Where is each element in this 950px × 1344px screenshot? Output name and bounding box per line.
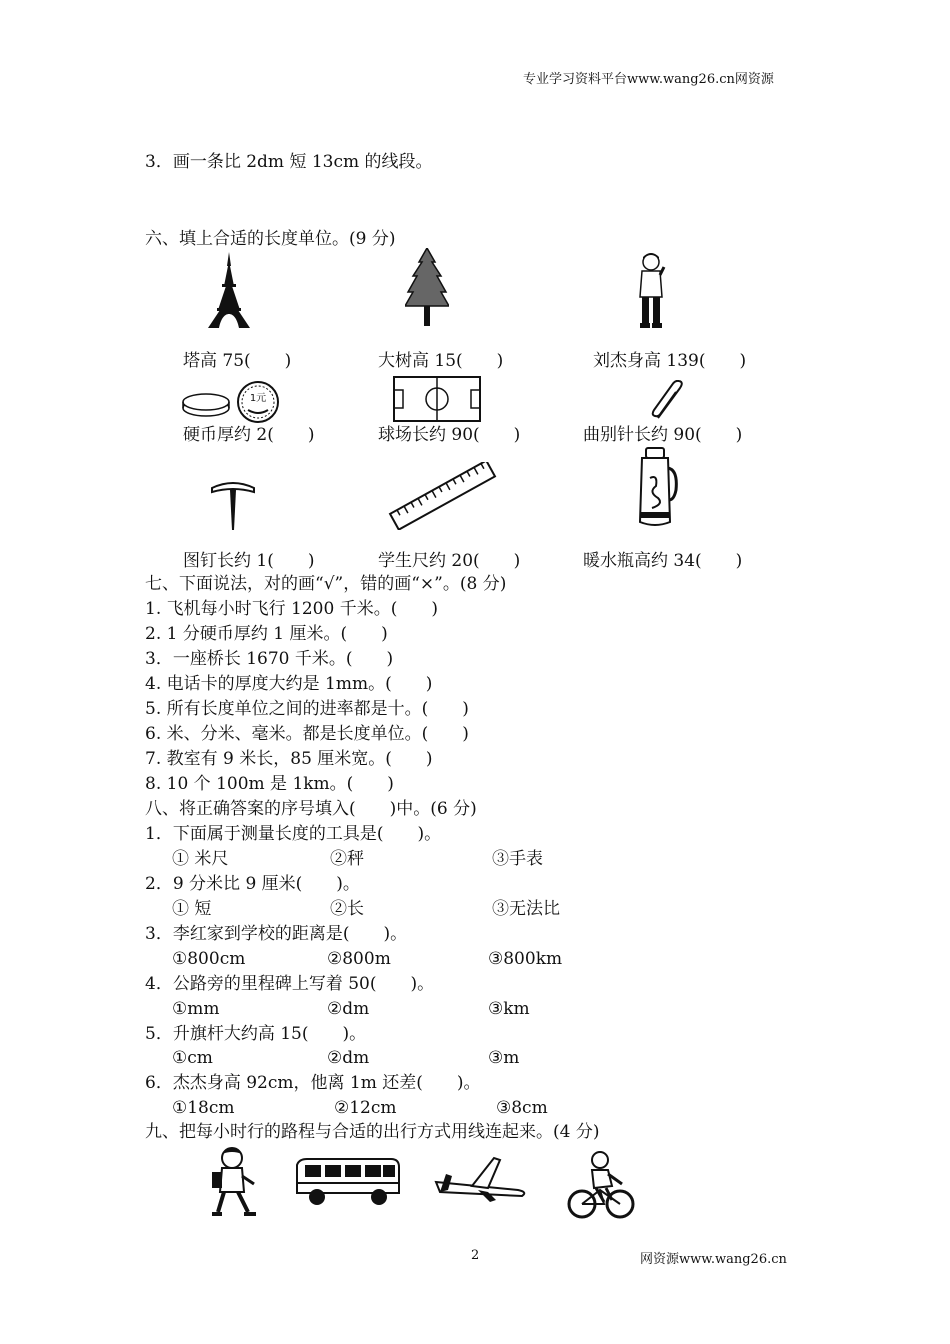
choice-option: ②dm <box>327 999 370 1019</box>
judge-item: 1. 飞机每小时飞行 1200 千米。( ) <box>145 599 438 619</box>
walking-child-icon <box>208 1146 260 1220</box>
item-field-length: 球场长约 90( ) <box>378 425 521 445</box>
ruler-icon <box>386 462 500 530</box>
choice-option: ③800km <box>488 949 563 969</box>
cyclist-icon <box>566 1150 636 1222</box>
choice-option: ②800m <box>327 949 391 969</box>
choice-option: ①800cm <box>172 949 246 969</box>
section-6-title: 六、填上合适的长度单位。(9 分) <box>145 229 396 249</box>
item-tower-height: 塔高 75( ) <box>183 351 292 371</box>
judge-item: 4. 电话卡的厚度大约是 1mm。( ) <box>145 674 433 694</box>
choice-option: ① 短 <box>172 899 212 919</box>
choice-option: ③无法比 <box>492 899 560 919</box>
choice-option: ①18cm <box>172 1098 235 1118</box>
judge-item: 6. 米、分米、毫米。都是长度单位。( ) <box>145 724 469 744</box>
choice-question: 1．下面属于测量长度的工具是( )。 <box>145 824 442 844</box>
bus-icon <box>293 1157 403 1207</box>
coin-face-icon <box>236 380 280 424</box>
judge-item: 8. 10 个 100m 是 1km。( ) <box>145 774 394 794</box>
eiffel-tower-icon <box>206 252 252 328</box>
judge-item: 7. 教室有 9 米长，85 厘米宽。( ) <box>145 749 433 769</box>
page-number: 2 <box>471 1248 480 1263</box>
boy-icon <box>636 253 666 329</box>
choice-option: ②长 <box>330 899 364 919</box>
choice-option: ①cm <box>172 1048 213 1068</box>
choice-option: ③km <box>488 999 530 1019</box>
section-7-title: 七、下面说法，对的画“√”，错的画“×”。(8 分) <box>145 574 507 594</box>
paper-clip-icon <box>650 380 688 422</box>
item-clip-length: 曲别针长约 90( ) <box>583 425 743 445</box>
tree-icon <box>405 248 449 328</box>
choice-option: ③m <box>488 1048 520 1068</box>
choice-option: ②dm <box>327 1048 370 1068</box>
football-field-icon <box>393 376 481 422</box>
item-coin-thickness: 硬币厚约 2( ) <box>183 425 315 445</box>
choice-question: 3．李红家到学校的距离是( )。 <box>145 924 408 944</box>
choice-option: ③8cm <box>496 1098 548 1118</box>
choice-option: ②秤 <box>330 849 364 869</box>
page-header: 专业学习资料平台www.wang26.cn网资源 <box>523 72 774 87</box>
choice-option: ① 米尺 <box>172 849 229 869</box>
choice-option: ③手表 <box>492 849 543 869</box>
judge-item: 5. 所有长度单位之间的进率都是十。( ) <box>145 699 469 719</box>
choice-question: 5．升旗杆大约高 15( )。 <box>145 1024 367 1044</box>
question-5-item-3: 3．画一条比 2dm 短 13cm 的线段。 <box>145 152 433 172</box>
thumbtack-icon <box>210 478 256 532</box>
coin-disc-icon <box>181 388 231 418</box>
choice-question: 6．杰杰身高 92cm，他离 1m 还差( )。 <box>145 1073 481 1093</box>
choice-option: ①mm <box>172 999 220 1019</box>
item-thermos-height: 暖水瓶高约 34( ) <box>583 551 743 571</box>
item-liujie-height: 刘杰身高 139( ) <box>593 351 747 371</box>
airplane-icon <box>432 1152 528 1204</box>
choice-option: ②12cm <box>334 1098 397 1118</box>
judge-item: 2. 1 分硬币厚约 1 厘米。( ) <box>145 624 388 644</box>
coin-label: 1元 <box>249 393 267 404</box>
choice-question: 2．9 分米比 9 厘米( )。 <box>145 874 360 894</box>
section-9-title: 九、把每小时行的路程与合适的出行方式用线连起来。(4 分) <box>145 1122 600 1142</box>
judge-item: 3．一座桥长 1670 千米。( ) <box>145 649 394 669</box>
section-8-title: 八、将正确答案的序号填入( )中。(6 分) <box>145 799 477 819</box>
thermos-icon <box>636 446 678 530</box>
item-ruler-length: 学生尺约 20( ) <box>378 551 521 571</box>
item-tree-height: 大树高 15( ) <box>378 351 504 371</box>
item-thumbtack-length: 图钉长约 1( ) <box>183 551 315 571</box>
choice-question: 4．公路旁的里程碑上写着 50( )。 <box>145 974 435 994</box>
footer-site: 网资源www.wang26.cn <box>640 1252 787 1267</box>
